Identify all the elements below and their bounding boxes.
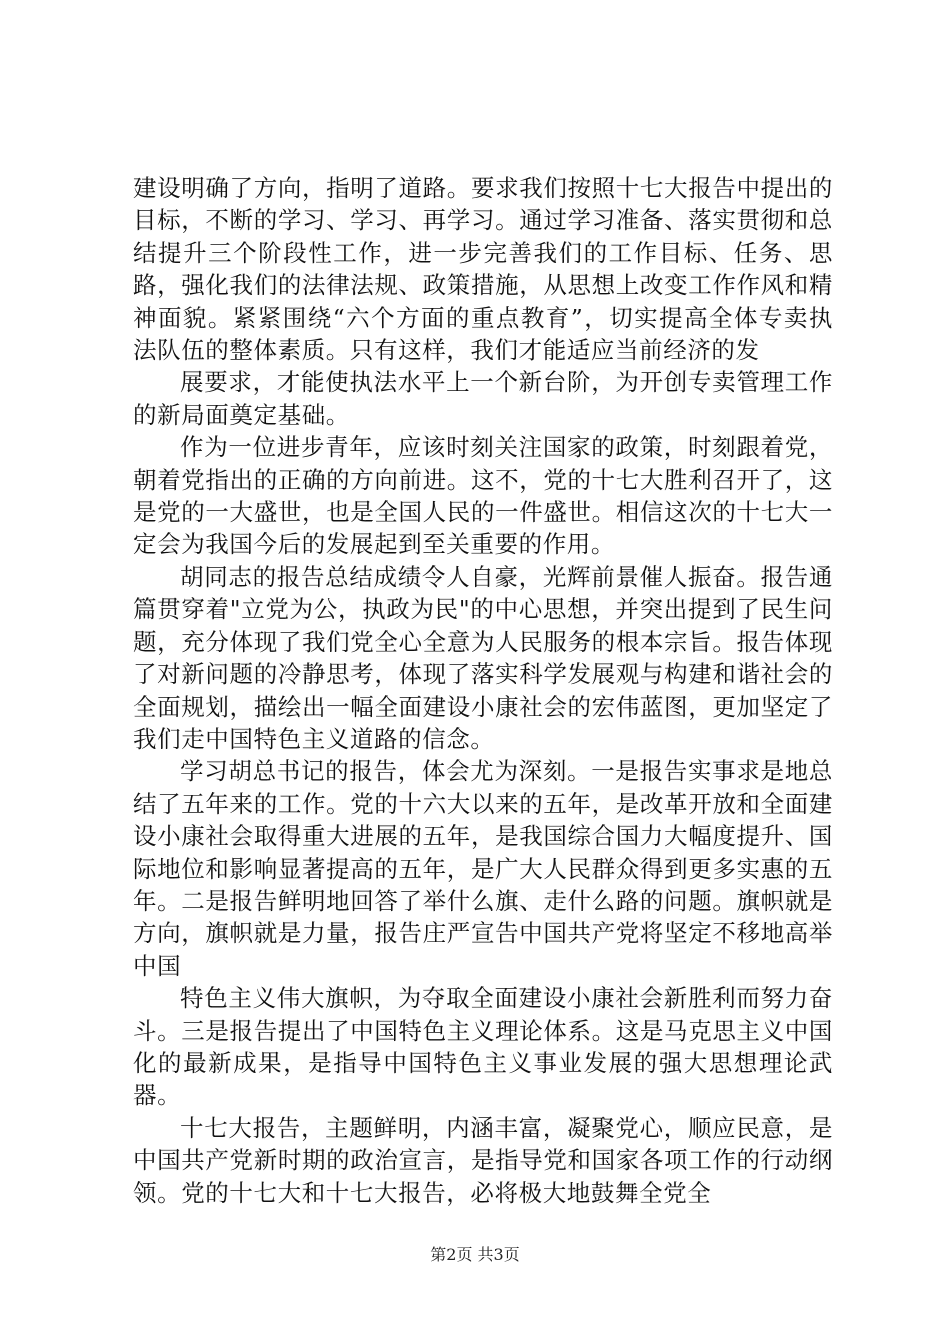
document-body (133, 172, 833, 1209)
paragraph-1: 建设明确了方向，指明了道路。要求我们按照十七大报告中提出的目标，不断的学习、学习、再学习。通过学习准备、落实贯彻和总结提升三个阶段性工作，进一步完善我们的工作目标、任务、思路，强化我们的法律法规、政策措施，从思想上改变工作作风和精神面貌。紧紧围绕“六个方面的重点教育”，切实提高全体专卖执法队伍的整体素质。只有这样，我们才能适应当前经济的发 (133, 174, 833, 365)
paragraph-6: 特色主义伟大旗帜，为夺取全面建设小康社会新胜利而努力奋斗。三是报告提出了中国特色主义理论体系。这是马克思主义中国化的最新成果，是指导中国特色主义事业发展的强大思想理论武器。 (133, 984, 833, 1110)
paragraph-3: 作为一位进步青年，应该时刻关注国家的政策，时刻跟着党，朝着党指出的正确的方向前进。这不，党的十七大胜利召开了，这是党的一大盛世，也是全国人民的一件盛世。相信这次的十七大一定会为我国今后的发展起到至关重要的作用。 (133, 433, 833, 559)
page-number-footer: 第2页 共3页 (430, 1245, 520, 1264)
paragraph-4: 胡同志的报告总结成绩令人自豪，光辉前景催人振奋。报告通篇贯穿着"立党为公，执政为民"的中心思想，并突出提到了民生问题，充分体现了我们党全心全意为人民服务的根本宗旨。报告体现了对新问题的冷静思考，体现了落实科学发展观与构建和谐社会的全面规划，描绘出一幅全面建设小康社会的宏伟蓝图，更加坚定了我们走中国特色主义道路的信念。 (133, 562, 833, 753)
paragraph-5: 学习胡总书记的报告，体会尤为深刻。一是报告实事求是地总结了五年来的工作。党的十六大以来的五年，是改革开放和全面建设小康社会取得重大进展的五年，是我国综合国力大幅度提升、国际地位和影响显著提高的五年，是广大人民群众得到更多实惠的五年。二是报告鲜明地回答了举什么旗、走什么路的问题。旗帜就是方向，旗帜就是力量，报告庄严宣告中国共产党将坚定不移地高举中国 (133, 757, 833, 980)
paragraph-7: 十七大报告，主题鲜明，内涵丰富，凝聚党心，顺应民意，是中国共产党新时期的政治宣言，是指导党和国家各项工作的行动纲领。党的十七大和十七大报告，必将极大地鼓舞全党全 (133, 1113, 833, 1207)
paragraph-2: 展要求，才能使执法水平上一个新台阶，为开创专卖管理工作的新局面奠定基础。 (133, 368, 833, 429)
